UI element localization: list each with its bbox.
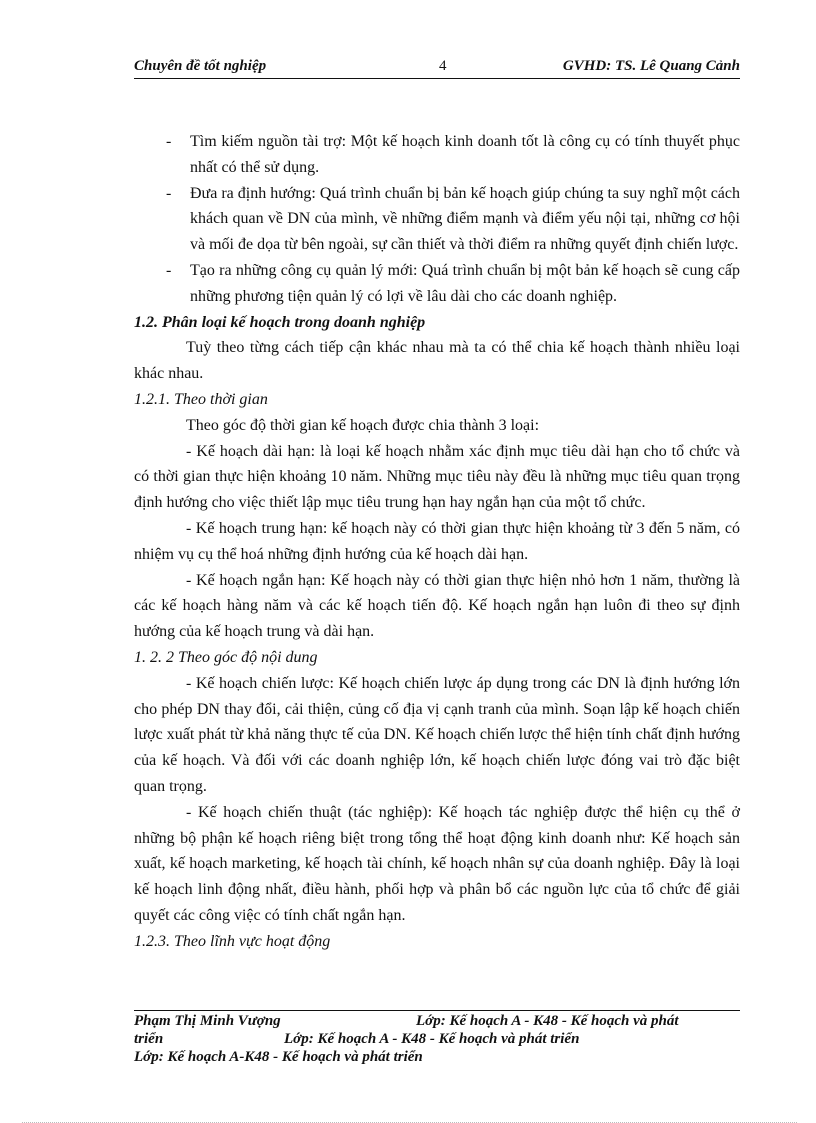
footer-class: Lớp: Kế hoạch A-K48 - Kế hoạch và phát triển (134, 1049, 423, 1065)
bullet-item (134, 181, 740, 258)
paragraph: - Kế hoạch dài hạn: là loại kế hoạch nhằm xác định mục tiêu dài hạn cho tổ chức và có thời gian thực hiện khoảng 10 năm. Những mục tiêu này đều là những mục tiêu quan trọng định hướng cho việc thiết lập mục tiêu trung hạn hay ngắn hạn của một tổ chức. (134, 442, 740, 512)
page-header (134, 58, 740, 78)
bullet-dash: - (166, 133, 172, 150)
bullet-dash: - (166, 261, 172, 279)
footer-wrap: triển (134, 1031, 164, 1047)
section-heading-1-2-2: 1. 2. 2 Theo góc độ nội dung (134, 648, 318, 666)
paragraph: - Kế hoạch trung hạn: kế hoạch này có thời gian thực hiện khoảng từ 3 đến 5 năm, có nhiệm vụ cụ thể hoá những định hướng của kế hoạch dài hạn. (134, 519, 740, 563)
page-number: 4 (439, 58, 447, 74)
footer-class: Lớp: Kế hoạch A - K48 - Kế hoạch và phát (416, 1013, 679, 1029)
paragraph: - Kế hoạch chiến thuật (tác nghiệp): Kế hoạch tác nghiệp được thể hiện cụ thể ở những bộ phận kế hoạch riêng biệt trong tổng thể hoạt động kinh doanh như: Kế hoạch sản xuất, kế hoạch marketing, kế hoạch tài chính, kế hoạch nhân sự của doanh nghiệp. Đây là loại kế hoạch linh động nhất, điều hành, phối hợp và phân bổ các nguồn lực của tổ chức để giải quyết các công việc có tính chất ngắn hạn. (134, 803, 740, 924)
bullet-text: Tạo ra những công cụ quản lý mới: Quá trình chuẩn bị một bản kế hoạch sẽ cung cấp những phương tiện quản lý có lợi về lâu dài cho các doanh nghiệp. (190, 261, 740, 305)
bullet-text: Đưa ra định hướng: Quá trình chuẩn bị bản kế hoạch giúp chúng ta suy nghĩ một cách khách quan về DN của mình, về những điểm mạnh và điểm yếu nội tại, những cơ hội và mối đe dọa từ bên ngoài, sự cần thiết và thời điểm ra những quyết định chiến lược. (190, 184, 740, 254)
bullet-dash: - (166, 184, 172, 202)
footer-row (134, 1012, 740, 1030)
paragraph: - Kế hoạch ngắn hạn: Kế hoạch này có thời gian thực hiện nhỏ hơn 1 năm, thường là các kế hoạch hàng năm và các kế hoạch tiến độ. Kế hoạch ngắn hạn luôn đi theo sự định hướng của kế hoạch trung và dài hạn. (134, 571, 740, 641)
page-footer (134, 1012, 740, 1066)
header-title: Chuyên đề tốt nghiệp (134, 58, 267, 74)
footer-rule (134, 1010, 740, 1011)
bullet-item (134, 129, 740, 181)
bullet-text: Tìm kiếm nguồn tài trợ: Một kế hoạch kinh doanh tốt là công cụ có tính thuyết phục nhất có thể sử dụng. (190, 133, 740, 176)
paragraph: - Kế hoạch chiến lược: Kế hoạch chiến lược áp dụng trong các DN là định hướng lớn cho phép DN thay đổi, cải thiện, củng cố địa vị cạnh tranh của mình. Soạn lập kế hoạch chiến lược xuất phát từ khả năng thực tế của DN. Kế hoạch chiến lược thể hiện tính chất định hướng của kế hoạch. Và đối với các doanh nghiệp lớn, kế hoạch chiến lược đóng vai trò đặc biệt quan trọng. (134, 674, 740, 795)
footer-author: Phạm Thị Minh Vượng (134, 1013, 281, 1029)
header-rule (134, 78, 740, 79)
footer-row (134, 1030, 740, 1048)
section-heading-1-2-1: 1.2.1. Theo thời gian (134, 390, 268, 408)
header-advisor: GVHD: TS. Lê Quang Cảnh (562, 58, 740, 74)
section-heading-1-2: 1.2. Phân loại kế hoạch trong doanh nghiệp (134, 313, 426, 331)
footer-class: Lớp: Kế hoạch A - K48 - Kế hoạch và phát triển (284, 1031, 580, 1047)
footer-row (134, 1048, 740, 1066)
section-intro: Tuỳ theo từng cách tiếp cận khác nhau mà ta có thể chia kế hoạch thành nhiều loại khác nhau. (134, 339, 740, 383)
document-body (134, 129, 740, 955)
section-heading-1-2-3: 1.2.3. Theo lĩnh vực hoạt động (134, 932, 331, 950)
bullet-item (134, 258, 740, 310)
paragraph: Theo góc độ thời gian kế hoạch được chia thành 3 loại: (186, 416, 540, 434)
